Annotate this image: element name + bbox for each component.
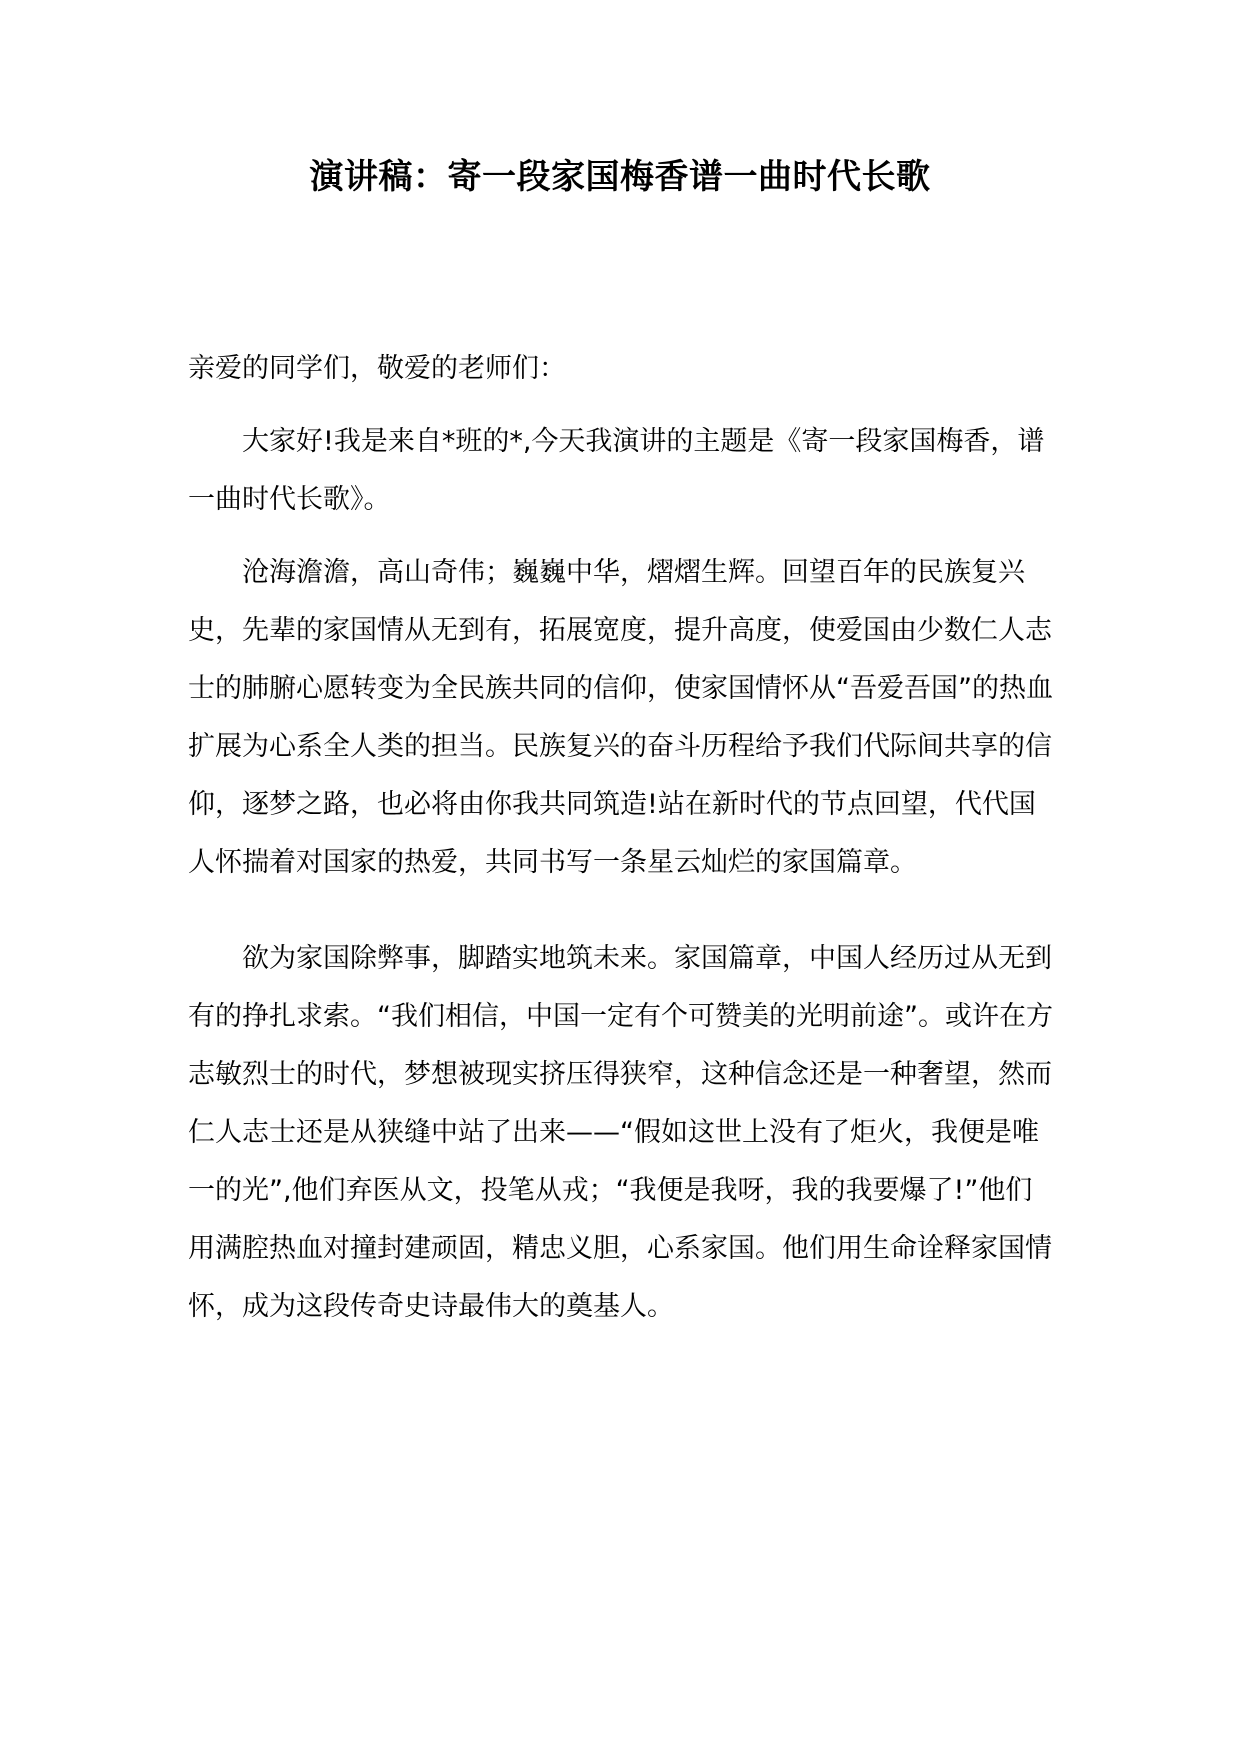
paragraph-history: 沧海澹澹，高山奇伟；巍巍中华，熠熠生辉。回望百年的民族复兴史，先辈的家国情从无到有，拓展宽度，提升高度，使爱国由少数仁人志士的肺腑心愿转变为全民族共同的信仰，使家国情怀从“吾爱吾国”的热血扩展为心系全人类的担当。民族复兴的奋斗历程给予我们代际间共享的信仰，逐梦之路，也必将由你我共同筑造!站在新时代的节点回望，代代国人怀揣着对国家的热爱，共同书写一条星云灿烂的家国篇章。 xyxy=(188,557,1053,878)
document-body xyxy=(188,340,1054,1336)
salutation: 亲爱的同学们，敬爱的老师们： xyxy=(188,353,566,384)
paragraph-struggle: 欲为家国除弊事，脚踏实地筑未来。家国篇章，中国人经历过从无到有的挣扎求索。“我们相信，中国一定有个可赞美的光明前途”。或许在方志敏烈士的时代，梦想被现实挤压得狭窄，这种信念还是一种奢望，然而仁人志士还是从狭缝中站了出来——“假如这世上没有了炬火，我便是唯一的光”,他们弃医从文，投笔从戎；“我便是我呀，我的我要爆了!”他们用满腔热血对撞封建顽固，精忠义胆，心系家国。他们用生命诠释家国情怀，成为这段传奇史诗最伟大的奠基人。 xyxy=(188,943,1053,1322)
page-title: 演讲稿：寄一段家国梅香谱一曲时代长歌 xyxy=(309,157,931,197)
paragraph-greeting: 大家好!我是来自*班的*,今天我演讲的主题是《寄一段家国梅香，谱一曲时代长歌》。 xyxy=(188,426,1045,515)
